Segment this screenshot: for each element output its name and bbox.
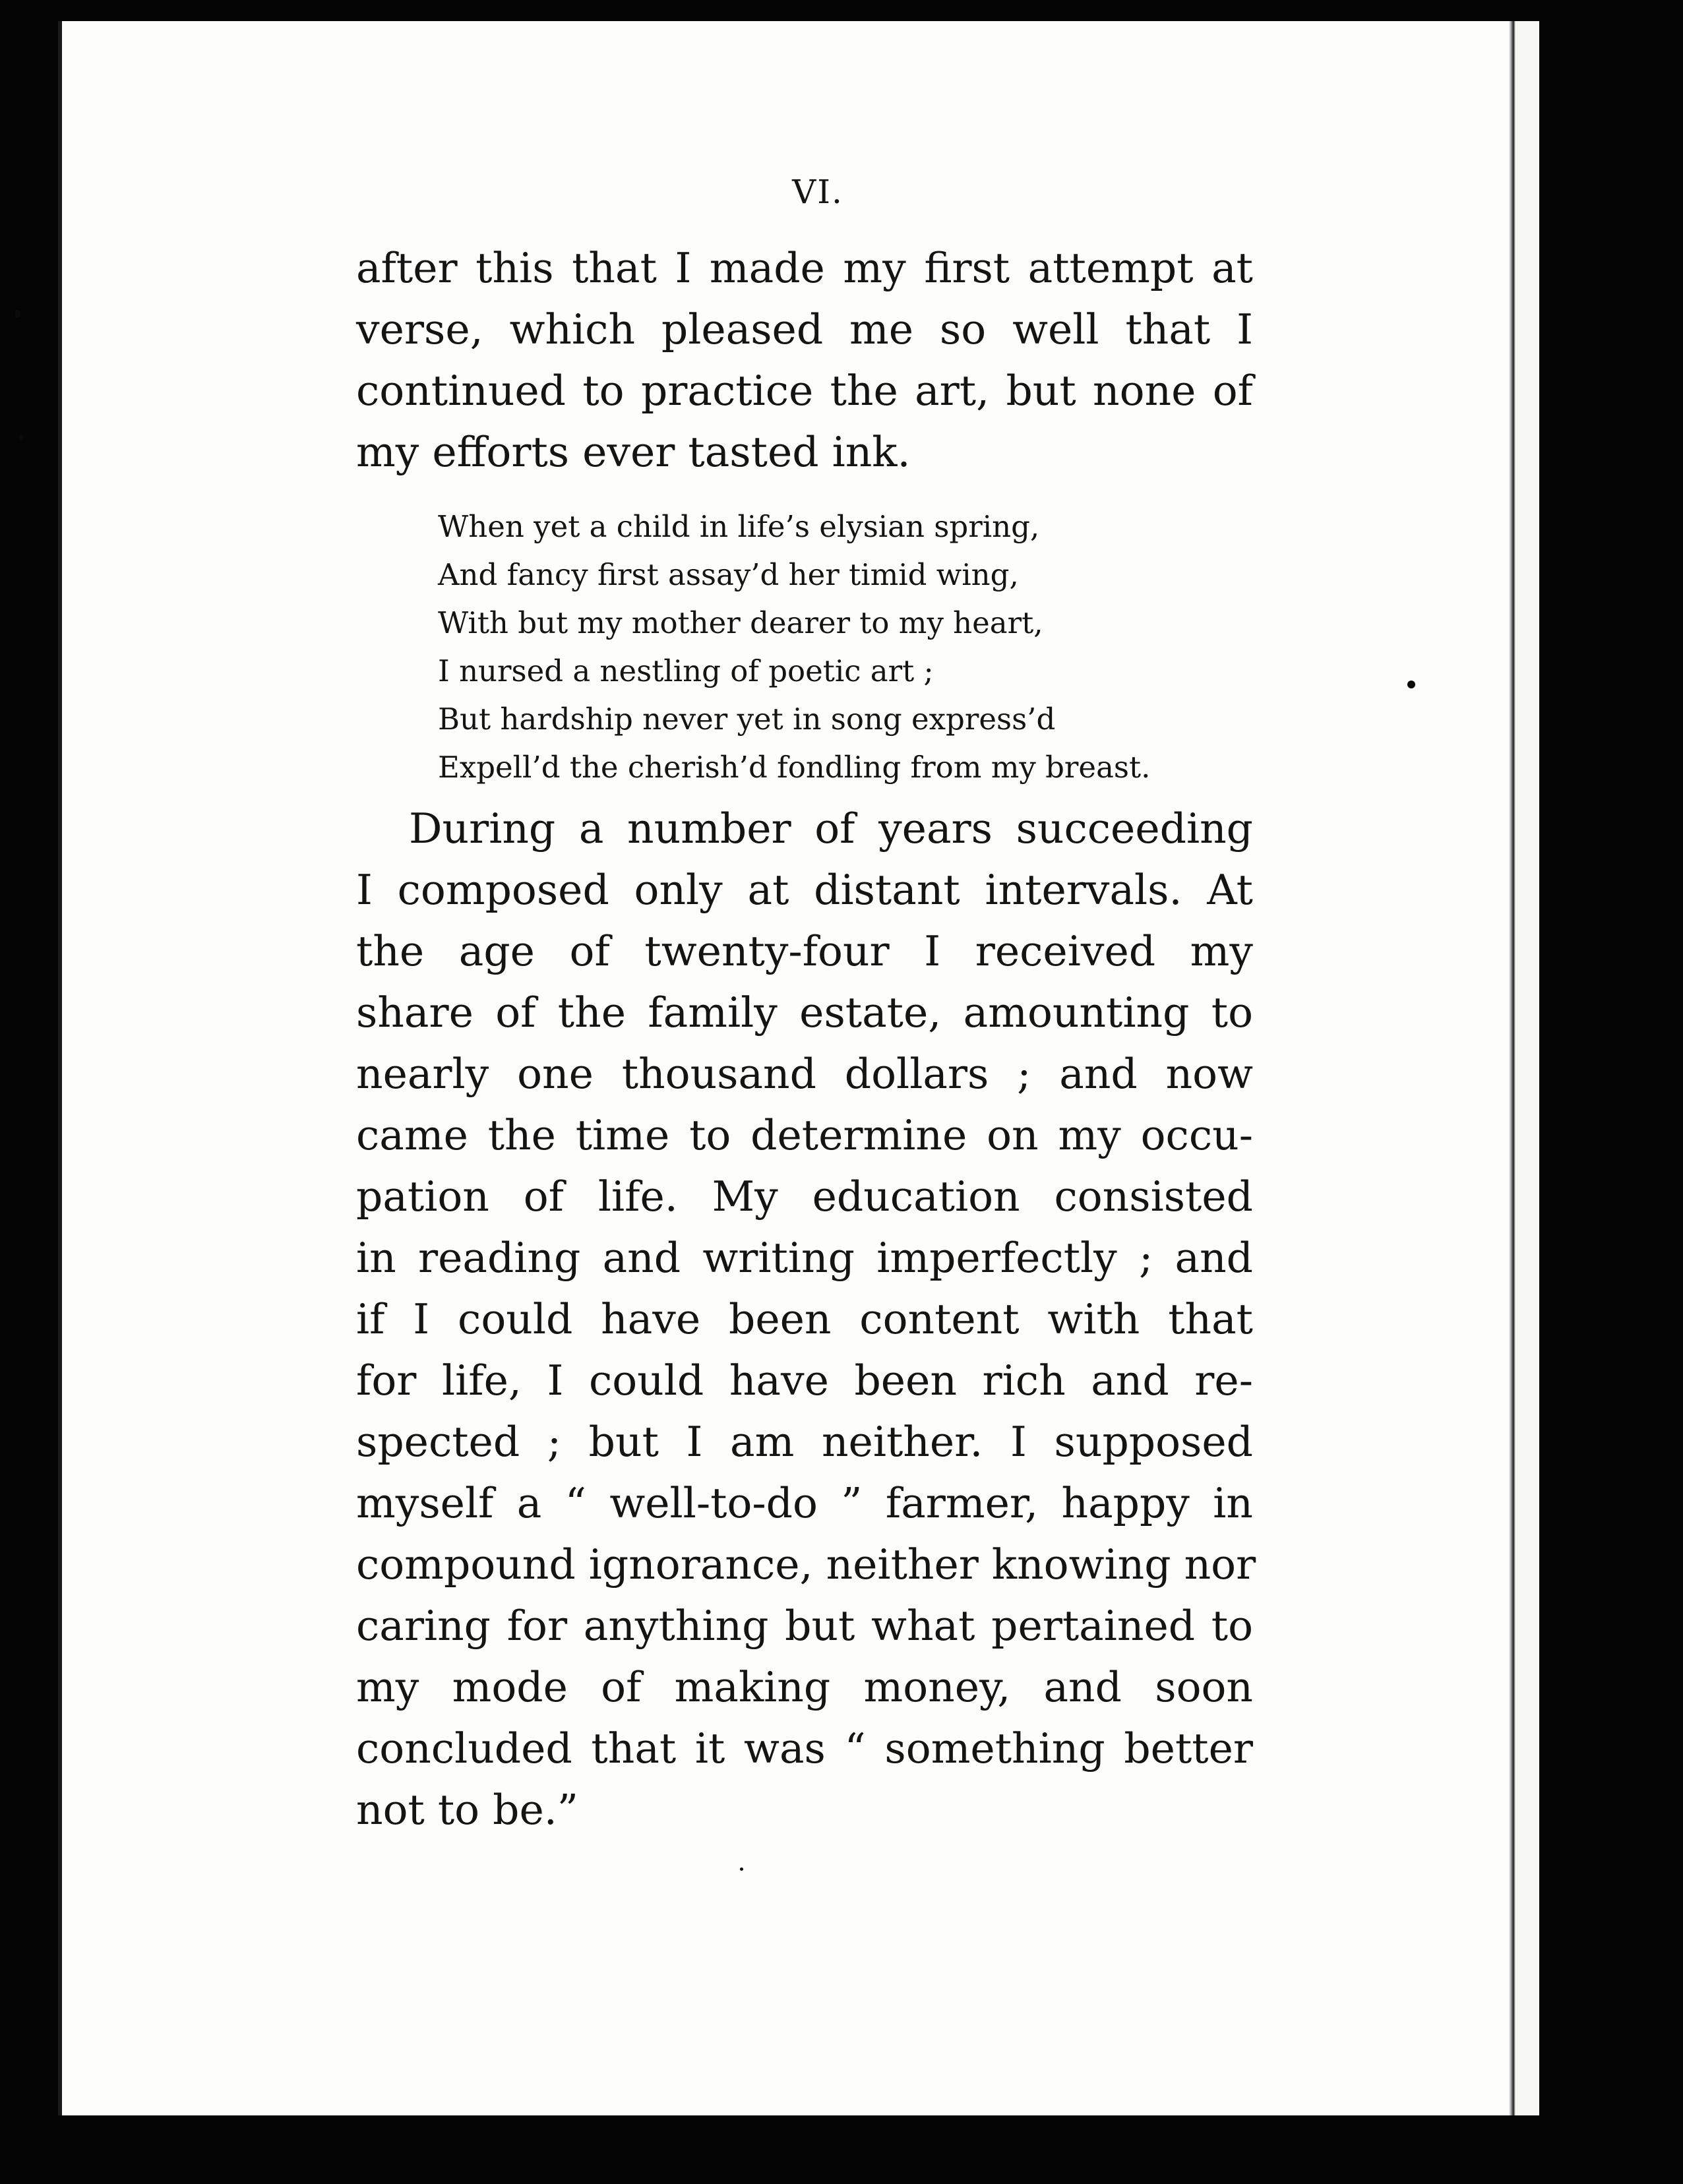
text-line: for life, I could have been rich and re-: [356, 1356, 1253, 1405]
text-line: concluded that it was “ something better: [356, 1724, 1253, 1773]
text-line: caring for anything but what pertained to: [356, 1602, 1253, 1650]
ink-speck: [1407, 681, 1415, 688]
verse-line: I nursed a nestling of poetic art ;: [438, 653, 934, 688]
paragraph-main: [356, 798, 1256, 1840]
verse-line: And fancy first assay’d her timid wing,: [438, 557, 1019, 592]
text-line: compound ignorance, neither knowing nor: [356, 1540, 1256, 1589]
text-line: nearly one thousand dollars ; and now: [356, 1050, 1253, 1098]
text-line: the age of twenty-four I received my: [356, 927, 1253, 975]
text-line: not to be.”: [356, 1786, 578, 1834]
text-line: share of the family estate, amounting to: [356, 988, 1253, 1037]
text-line: in reading and writing imperfectly ; and: [356, 1234, 1253, 1282]
text-line: pation of life. My education consisted: [356, 1172, 1253, 1221]
text-line: if I could have been content with that: [356, 1295, 1253, 1343]
text-line: my mode of making money, and soon: [356, 1663, 1253, 1711]
scan-border-right: [1539, 0, 1683, 2184]
text-line: I composed only at distant intervals. At: [356, 866, 1253, 914]
facing-page-edge: [1515, 21, 1539, 2115]
text-line: verse, which pleased me so well that I: [356, 305, 1253, 353]
verse-line: Expell’d the cherish’d fondling from my breast.: [438, 750, 1151, 785]
verse-line: But hardship never yet in song express’d: [438, 702, 1056, 737]
text-line: continued to practice the art, but none of: [356, 367, 1253, 415]
text-line: spected ; but I am neither. I supposed: [356, 1418, 1253, 1466]
ink-speck: [18, 435, 24, 440]
page-number: VI.: [792, 173, 843, 211]
verse-line: With but my mother dearer to my heart,: [438, 605, 1043, 640]
ink-speck: [15, 310, 20, 318]
paragraph-continuation: [356, 237, 1253, 483]
text-line: During a number of years succeeding: [409, 804, 1253, 853]
text-line: came the time to determine on my occu-: [356, 1111, 1253, 1159]
ink-speck: [740, 1867, 743, 1871]
verse-stanza: [438, 502, 1229, 791]
page-fold: [1509, 21, 1515, 2115]
text-line: my efforts ever tasted ink.: [356, 428, 911, 476]
verse-line: When yet a child in life’s elysian spring,: [438, 509, 1040, 544]
text-line: after this that I made my first attempt at: [356, 244, 1253, 292]
text-line: myself a “ well-to-do ” farmer, happy in: [356, 1479, 1253, 1527]
